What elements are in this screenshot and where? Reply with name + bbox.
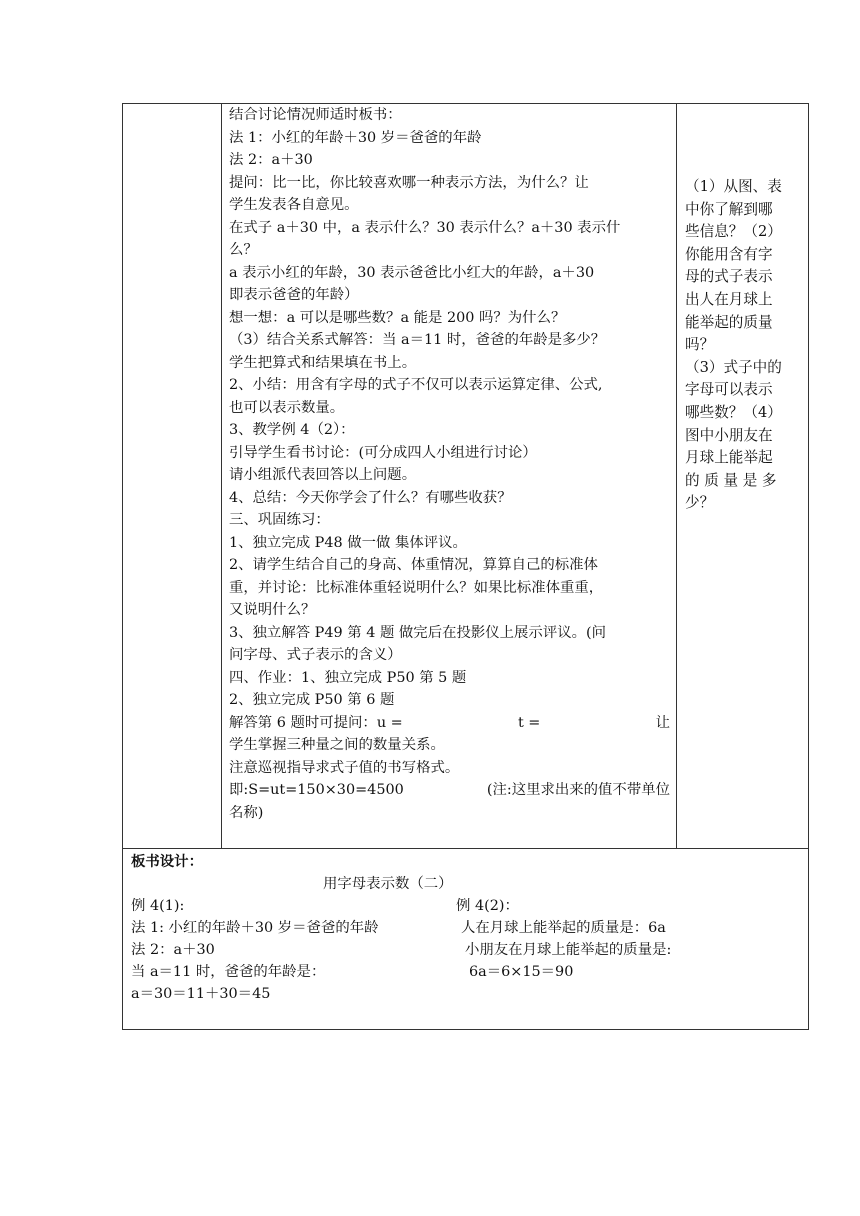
lesson-plan-table bbox=[122, 103, 809, 1030]
process-line: 在式子 a＋30 中，a 表示什么？30 表示什么？a＋30 表示什 bbox=[229, 219, 621, 236]
process-line: 又说明什么？ bbox=[229, 602, 316, 618]
formula-expression: 即:S=ut=150×30=4500 bbox=[229, 782, 404, 798]
question-line: 图中小朋友在 bbox=[685, 426, 773, 444]
process-line: 三、巩固练习： bbox=[229, 512, 330, 528]
question-line: 你能用含有字 bbox=[685, 245, 773, 263]
hint-part-u: 解答第 6 题时可提问：u = bbox=[229, 714, 403, 731]
hint-line bbox=[229, 712, 670, 735]
board-design-cell bbox=[123, 849, 809, 1030]
board-right-line: 小朋友在月球上能举起的质量是: bbox=[465, 942, 672, 958]
questions-cell bbox=[677, 104, 809, 849]
teaching-process-text bbox=[222, 104, 676, 824]
process-line: 想一想：a 可以是哪些数？a 能是 200 吗？为什么？ bbox=[229, 309, 566, 326]
process-line: 2、请学生结合自己的身高、体重情况，算算自己的标准体 bbox=[229, 557, 598, 573]
question-line: 哪些数？（4） bbox=[685, 403, 782, 421]
board-right-line: 6a＝6×15＝90 bbox=[469, 964, 574, 980]
process-line: 重，并讨论：比标准体重轻说明什么？如果比标准体重重， bbox=[229, 579, 604, 596]
process-line: 学生把算式和结果填在书上。 bbox=[229, 354, 417, 371]
board-left-line: a＝30＝11＋30＝45 bbox=[131, 986, 271, 1002]
question-line: 吗？ bbox=[685, 336, 715, 354]
board-left-line: 当 a＝11 时，爸爸的年龄是： bbox=[131, 964, 326, 980]
question-line: 月球上能举起 bbox=[685, 449, 773, 467]
process-line: 结合讨论情况师适时板书： bbox=[229, 107, 402, 123]
formula-line bbox=[229, 779, 670, 802]
process-row bbox=[123, 104, 809, 849]
process-line: 2、独立完成 P50 第 6 题 bbox=[229, 692, 395, 708]
board-left-line: 例 4(1): bbox=[131, 898, 185, 914]
hint-part-end: 让 bbox=[655, 714, 670, 731]
process-line: 法 2：a＋30 bbox=[229, 152, 313, 168]
process-line: 1、独立完成 P48 做一做 集体评议。 bbox=[229, 534, 467, 551]
board-label: 板书设计： bbox=[131, 853, 203, 870]
formula-note: (注:这里求出来的值不带单位 bbox=[486, 782, 670, 798]
question-line: 出人在月球上 bbox=[685, 290, 773, 308]
question-line: （1）从图、表 bbox=[685, 178, 782, 195]
process-line: 请小组派代表回答以上问题。 bbox=[229, 467, 417, 483]
board-right-line: 人在月球上能举起的质量是：6a bbox=[461, 920, 666, 936]
process-line: 么？ bbox=[229, 242, 258, 258]
process-line: a 表示小红的年龄，30 表示爸爸比小红大的年龄，a＋30 bbox=[229, 264, 595, 281]
process-line: 注意巡视指导求式子值的书写格式。 bbox=[229, 759, 460, 776]
process-line: （3）结合关系式解答：当 a＝11 时，爸爸的年龄是多少？ bbox=[229, 332, 606, 348]
process-line: 引导学生看书讨论：(可分成四人小组进行讨论） bbox=[229, 444, 537, 461]
question-line: （3）式子中的 bbox=[685, 358, 782, 376]
process-line: 4、总结：今天你学会了什么？有哪些收获？ bbox=[229, 489, 512, 506]
process-line: 也可以表示数量。 bbox=[229, 399, 345, 416]
board-left-line: 法 2：a＋30 bbox=[131, 942, 215, 958]
question-line: 字母可以表示 bbox=[685, 381, 773, 399]
question-line: 母的式子表示 bbox=[685, 268, 773, 286]
questions-text bbox=[677, 104, 808, 515]
question-line: 的 质 量 是 多 bbox=[685, 471, 777, 489]
process-line: 3、独立解答 P49 第 4 题 做完后在投影仪上展示评议。(问 bbox=[229, 624, 606, 641]
question-line: 中你了解到哪 bbox=[685, 200, 773, 218]
process-line: 法 1：小红的年龄＋30 岁＝爸爸的年龄 bbox=[229, 129, 482, 146]
board-title: 用字母表示数（二） bbox=[323, 876, 453, 892]
question-line: 些信息？（2） bbox=[685, 223, 782, 241]
board-left-line: 法 1: 小红的年龄＋30 岁＝爸爸的年龄 bbox=[131, 920, 379, 936]
blank-cell bbox=[123, 104, 222, 849]
teaching-process-cell bbox=[222, 104, 677, 849]
board-right-line: 例 4(2)： bbox=[456, 898, 519, 914]
process-line: 即表示爸爸的年龄） bbox=[229, 287, 359, 303]
process-line: 学生掌握三种量之间的数量关系。 bbox=[229, 737, 445, 753]
process-line: 3、教学例 4（2）： bbox=[229, 422, 355, 438]
process-line: 名称) bbox=[229, 804, 264, 821]
process-line: 四、作业：1、独立完成 P50 第 5 题 bbox=[229, 669, 467, 686]
process-line: 学生发表各自意见。 bbox=[229, 197, 359, 213]
board-design bbox=[123, 849, 808, 1029]
question-line: 少？ bbox=[685, 494, 715, 512]
board-row bbox=[123, 849, 809, 1030]
hint-part-t: t = bbox=[517, 714, 541, 731]
process-line: 问字母、式子表示的含义） bbox=[229, 647, 402, 663]
question-line: 能举起的质量 bbox=[685, 313, 773, 331]
process-line: 提问：比一比，你比较喜欢哪一种表示方法，为什么？让 bbox=[229, 174, 589, 191]
process-line: 2、小结：用含有字母的式子不仅可以表示运算定律、公式, bbox=[229, 377, 603, 393]
